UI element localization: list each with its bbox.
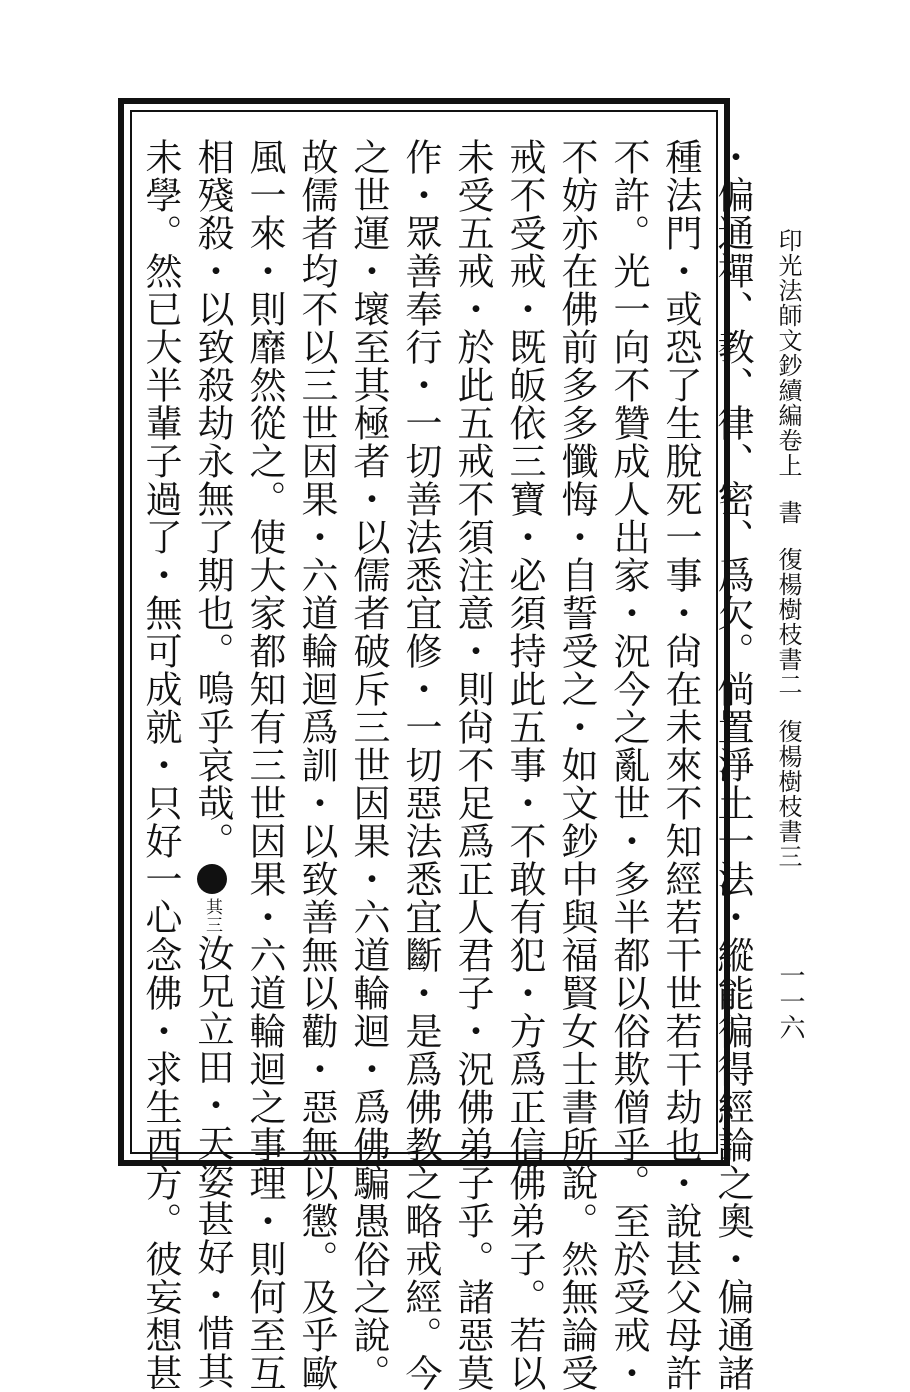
inline-note xyxy=(186,898,238,934)
text-column-10: 風一來・則靡然從之。使大家都知有三世因果・六道輪迴之事理・則何至互 xyxy=(243,138,286,1392)
text-column-12: 未學。然已大半輩子過了・無可成就・只好一心念佛・求生西方。彼妄想甚 xyxy=(139,138,182,1392)
book-title: 印光法師文鈔續編卷上 xyxy=(774,228,802,478)
text-column-1: ・偏通禪、教、律、密、爲欠。倘置淨土一法・縱能徧得經論之奧・偏通諸 xyxy=(711,138,754,1392)
text-column-9: 故儒者均不以三世因果・六道輪迴爲訓・以致善無以勸・惡無以懲。及乎歐 xyxy=(295,138,338,1392)
page-number: 一一六 xyxy=(775,962,805,1040)
letter-title-a: 復楊樹枝書二 xyxy=(774,547,802,697)
note-small-right: 其 xyxy=(202,898,222,916)
section-marker-icon xyxy=(197,864,227,894)
text-column-3: 不許。光一向不贊成人出家・況今之亂世・多半都以俗欺僧乎。至於受戒・ xyxy=(607,138,650,1392)
letter-title-b: 復楊樹枝書三 xyxy=(774,719,802,869)
note-small-left: 三 xyxy=(202,916,222,934)
text-column-5: 戒不受戒・既皈依三寶・必須持此五事・不敢有犯・方爲正信佛弟子。若以 xyxy=(503,138,546,1392)
text-column-8: 之世運・壞至其極者・以儒者破斥三世因果・六道輪迴・爲佛騙愚俗之說。 xyxy=(347,138,390,1392)
column-11-text: 相殘殺・以致殺劫永無了期也。嗚乎哀哉。 xyxy=(191,138,234,860)
text-column-4: 不妨亦在佛前多多懺悔・自誓受之・如文鈔中與福賢女士書所說。然無論受 xyxy=(555,138,598,1392)
section-label: 書 xyxy=(774,500,802,525)
column-11-continued: 汝兄立田・天姿甚好・惜其 xyxy=(191,934,234,1390)
text-column-6: 未受五戒・於此五戒不須注意・則尙不足爲正人君子・況佛弟子乎。諸惡莫 xyxy=(451,138,494,1392)
text-column-7: 作・眾善奉行・一切善法悉宜修・一切惡法悉宜斷・是爲佛教之略戒經。今 xyxy=(399,138,442,1392)
text-column-2: 種法門・或恐了生脫死一事・尙在未來不知經若干世若干劫也・說甚父母許 xyxy=(659,138,702,1392)
text-column-11 xyxy=(186,138,238,1390)
running-head xyxy=(770,228,806,948)
